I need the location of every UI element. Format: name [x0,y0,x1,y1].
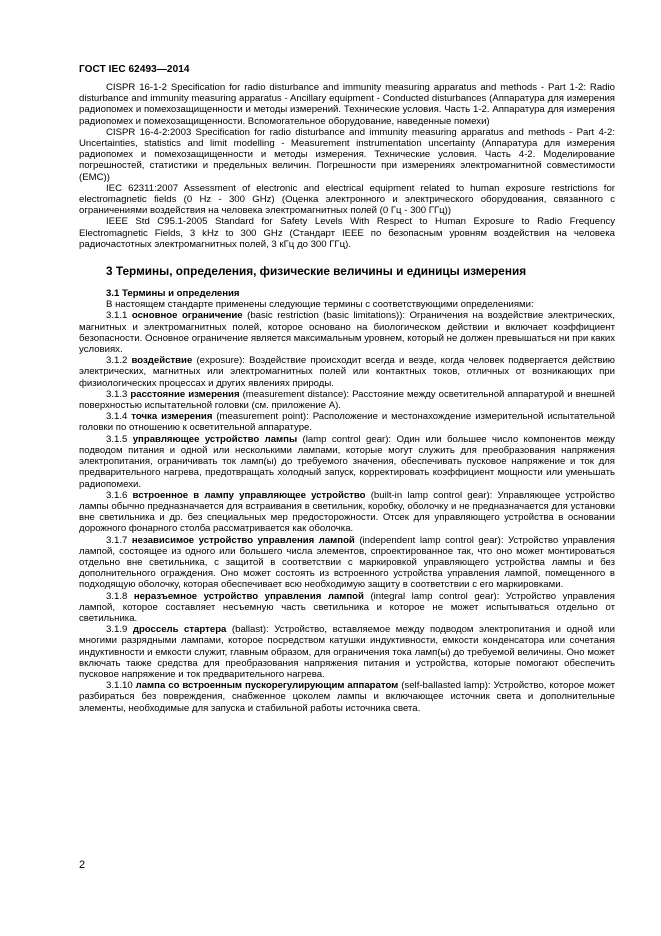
term-number: 3.1.3 [106,388,131,400]
term-number: 3.1.7 [106,534,132,546]
section-heading: 3 Термины, определения, физические величины и единицы измерения [106,264,527,279]
document-header: ГОСТ IEC 62493—2014 [79,64,190,75]
term-number: 3.1.2 [106,355,132,367]
term-3-1-1 [79,310,615,355]
term-name: управляющее устройство лампы [132,433,298,445]
term-3-1-2 [79,355,615,389]
term-3-1-10 [79,680,615,714]
term-number: 3.1.9 [106,624,133,636]
term-number: 3.1.5 [106,433,133,445]
intro-paragraph: В настоящем стандарте применены следующие термины с соответствующими определениями: [106,299,534,311]
page-number: 2 [79,859,86,871]
term-3-1-7 [79,535,615,591]
term-name: независимое устройство управления лампой [131,534,355,546]
term-name: неразъемное устройство управления лампой [133,590,364,602]
term-definition: (integral lamp control gear): Устройство управления лампой, которое составляет несъемную часть светильника и которое не может испытываться отдельно от светильника. [79,590,615,624]
term-name: дроссель стартера [132,624,227,636]
term-3-1-9 [79,624,615,680]
reference-ieee-c95-1: IEEE Std C95.1-2005 Standard for Safety Levels With Respect to Human Exposure to Radio Frequency Electromagnetic Fields, 3 kHz to 300 GHz (Стандарт IEEE по безопасным уровням воздействия на человека радиочастотных электромагнитных полей, 3 кГц до 300 ГГц). [79,216,615,250]
term-definition: (exposure): Воздействие происходит всегда и везде, когда человек подвергается действию электрических, магнитных или электромагнитных полей или контактных токов, отличных от возникающих при физиологических процессах и других явлениях природы. [79,355,615,389]
term-definition: (measurement point): Расположение и местонахождение измерительной испытательной головки по отношению к осветительной аппаратуре. [79,411,615,434]
term-definition: (built-in lamp control gear): Управляющее устройство лампы обычно предназначается для встраивания в светильник, коробку, оболочку и не предназначается для установки вне светильника и др. без специальных мер предосторожности. Отсек для управляющего устройства в основании дорожного фонарного столба рассматривается как оболочка. [79,489,615,535]
term-3-1-5 [79,434,615,490]
term-name: воздействие [131,355,193,367]
term-name: лампа со встроенным пускорегулирующим аппаратом [135,680,399,692]
term-number: 3.1.1 [106,310,132,322]
reference-cispr-16-4-2: CISPR 16-4-2:2003 Specification for radio disturbance and immunity measuring apparatus and methods - Part 4-2: Uncertainties, statistics and limit modelling - Measurement instrumentation uncertainty (Аппаратура для измерения радиопомех и помехозащищенности и методы измерения. Технические условия. Часть 4-2. Моделирование погрешностей, статистики и предельных величин. Погрешности при измерениях электромагнитной совместимости (EMC)) [79,126,615,183]
subsection-heading: 3.1 Термины и определения [106,288,240,300]
term-name: встроенное в лампу управляющее устройство [132,489,366,501]
term-3-1-3 [79,389,615,411]
reference-iec-62311: IEC 62311:2007 Assessment of electronic and electrical equipment related to human exposure restrictions for electromagnetic fields (0 Hz - 300 GHz) (Оценка электронного и электрического оборудования, связанного с ограничениями воздействия на человека электромагнитных полей (0 Гц - 300 ГГц)) [79,182,615,217]
term-definition: (ballast): Устройство, вставляемое между подводом электропитания и одной или многими разрядными лампами, которое посредством катушки индуктивности, емкости конденсатора или сочетания индуктивности и емкости служит, главным образом, для ограничения тока ламп(ы) до требуемой величины. Оно может включать также средства для преобразования напряжения питания и устройства, которые помогают обеспечить пусковое напряжение и ток предварительного нагрева. [79,624,615,680]
term-number: 3.1.10 [106,680,136,692]
term-definition: (self-ballasted lamp): Устройство, которое может разбираться без повреждения, снабженное цоколем лампы и включающее источник света и дополнительные элементы, необходимые для запуска и стабильной работы источника света. [79,680,615,714]
term-3-1-8 [79,591,615,625]
term-number: 3.1.4 [106,411,132,423]
reference-cispr-16-1-2: CISPR 16-1-2 Specification for radio disturbance and immunity measuring apparatus and methods - Part 1-2: Radio disturbance and immunity measuring apparatus - Ancillary equipment - Conducted disturbances (Аппаратура для измерения радиопомех и помехозащищенности и методы измерений. Технические условия. Часть 1-2. Аппаратура для измерения радиопомех и помехозащищенности. Вспомогательное оборудование, наведенные помехи) [79,82,615,127]
term-definition: (independent lamp control gear): Устройство управления лампой, состоящее из одного или большего числа элементов, спроектированное так, что оно может монтироваться отдельно вне светильника, с защитой в соответствии с маркировкой управляющего устройства лампы и без дополнительного ограждения. Оно может состоять из встроенного устройства управления лампой, помещенного в подходящую оболочку, которая обеспечивает всю необходимую защиту в соответствии с его маркировками. [79,534,615,591]
term-3-1-6 [79,490,615,535]
term-number: 3.1.8 [106,590,134,602]
term-definition: (basic restriction (basic limitations)): Ограничения на воздействие электрических, магнитных и электромагнитных полей, которое основано на биологическом действии и включает коэффициент безопасности. Основное ограничение является максимальным уровнем, который не должен превышаться ни при каких условиях. [79,310,615,356]
term-definition: (lamp control gear): Один или большее число компонентов между подводом питания и одной или несколькими лампами, которые могут служить для преобразования напряжения электропитания, ограничивать ток ламп(ы) до требуемого значения, обеспечивать пусковое напряжение и ток для предварительного нагрева, предотвращать холодный запуск, корректировать коэффициент мощности или уменьшать радиопомехи. [79,433,615,490]
document-body [79,82,615,714]
term-definition: (measurement distance): Расстояние между осветительной аппаратурой и внешней поверхностью испытательной головки (см. приложение A). [79,388,615,412]
term-3-1-4 [79,411,615,433]
term-name: основное ограничение [131,310,243,322]
term-number: 3.1.6 [106,489,133,501]
term-name: расстояние измерения [130,388,240,400]
term-name: точка измерения [131,411,213,423]
